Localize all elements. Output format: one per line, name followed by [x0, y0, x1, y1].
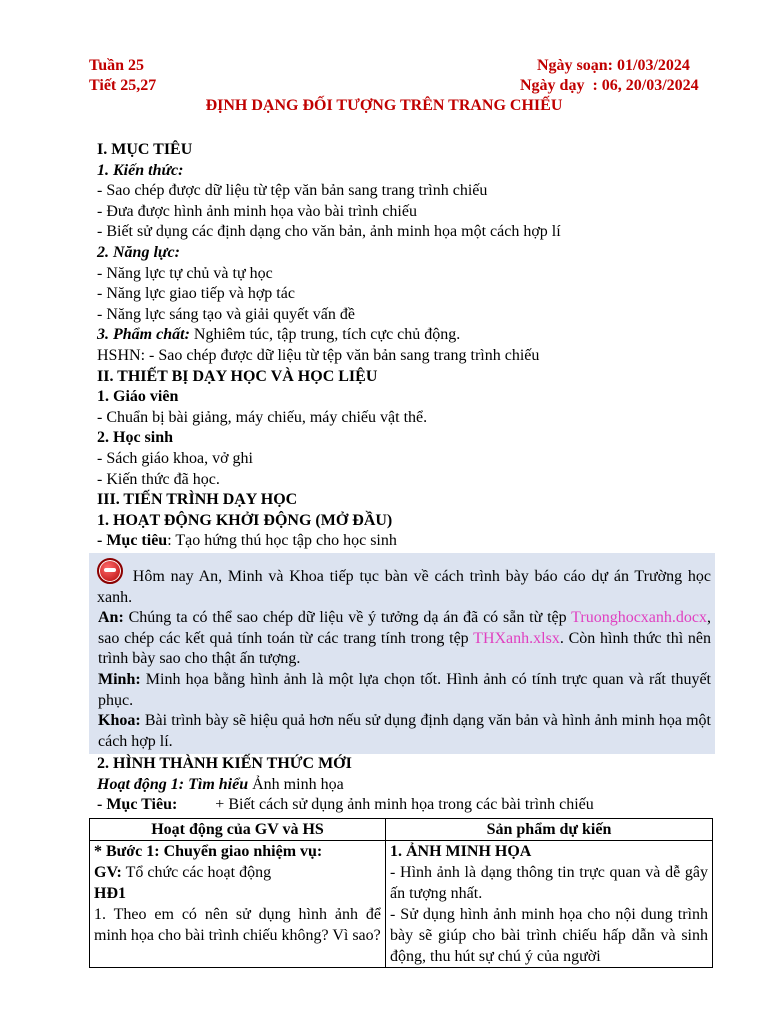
dialogue-box [89, 553, 715, 754]
product-item: - Sử dụng hình ảnh minh họa cho nội dung trình bày sẽ giúp cho bài trình chiếu hấp dẫn và sinh động, thu hút sự chú ý của người [390, 906, 708, 965]
goal-line: - Mục tiêu: Tạo hứng thú học tập cho học sinh [97, 532, 397, 550]
teach-date: Ngày dạy : 06, 20/03/2024 [520, 77, 699, 94]
file-link-docx[interactable]: Truonghocxanh.docx [571, 609, 707, 627]
dialogue-intro: Hôm nay An, Minh và Khoa tiếp tục bàn về cách trình bày báo cáo dự án Trường học xanh. [89, 553, 715, 608]
section-heading-process: III. TIẾN TRÌNH DẠY HỌC [97, 491, 298, 509]
column-header-activities: Hoạt động của GV và HS [90, 819, 386, 841]
image-section-heading: 1. ẢNH MINH HỌA [390, 843, 532, 860]
student-item: - Kiến thức đã học. [97, 470, 220, 488]
student-heading: 2. Học sinh [97, 429, 174, 447]
table-header-row [90, 819, 713, 841]
new-knowledge-section [97, 754, 715, 816]
knowledge-item: - Biết sử dụng các định dạng cho văn bản, ảnh minh họa một cách hợp lí [97, 223, 561, 241]
ability-heading: 2. Năng lực: [97, 243, 180, 261]
activity1-goal: - Mục Tiêu: + Biết cách sử dụng ảnh minh họa trong các bài trình chiếu [97, 796, 594, 814]
record-icon [97, 558, 123, 584]
column-header-products: Sản phẩm dự kiến [386, 819, 713, 841]
dialogue-minh: Minh: Minh họa bằng hình ảnh là một lựa chọn tốt. Hình ảnh có tính trực quan và rất thuyết phục. [98, 670, 711, 709]
period-label: Tiết 25,27 [89, 77, 157, 94]
teacher-item: - Chuẩn bị bài giảng, máy chiếu, máy chiếu vật thể. [97, 408, 428, 426]
activity-heading: 1. HOẠT ĐỘNG KHỞI ĐỘNG (MỞ ĐẦU) [97, 511, 393, 529]
section-heading-equipment: II. THIẾT BỊ DẠY HỌC VÀ HỌC LIỆU [97, 367, 378, 385]
prep-date: Ngày soạn: 01/03/2024 [537, 57, 690, 74]
ability-item: - Năng lực tự chủ và tự học [97, 264, 273, 282]
hd1-label: HĐ1 [94, 885, 126, 902]
dialogue-khoa: Khoa: Bài trình bày sẽ hiệu quả hơn nếu sử dụng định dạng văn bản và hình ảnh minh họa một cách hợp lí. [98, 712, 711, 750]
quality-line: 3. Phẩm chất: Nghiêm túc, tập trung, tích cực chủ động. [97, 326, 461, 344]
week-label: Tuần 25 [89, 57, 144, 74]
knowledge-item: - Đưa được hình ảnh minh họa vào bài trình chiếu [97, 202, 417, 220]
hshn-line: HSHN: - Sao chép được dữ liệu từ tệp văn bản sang trang trình chiếu [97, 346, 540, 364]
table-row [90, 841, 713, 968]
teacher-heading: 1. Giáo viên [97, 388, 179, 406]
dialogue-an: An: Chúng ta có thể sao chép dữ liệu về ý tưởng dạ án đã có sẵn từ tệp Truonghocxanh.docx, sao chép các kết quả tính toán từ các trang tính trong tệp THXanh.xlsx. Còn hình thức thì nên trình bày sao cho thật ấn tượng. [98, 609, 712, 668]
lesson-title: ĐỊNH DẠNG ĐỐI TƯỢNG TRÊN TRANG CHIẾU [205, 97, 563, 114]
ability-item: - Năng lực giao tiếp và hợp tác [97, 285, 295, 303]
product-item: - Hình ảnh là dạng thông tin trực quan và dễ gây ấn tượng nhất. [390, 864, 708, 902]
file-link-xlsx[interactable]: THXanh.xlsx [473, 629, 560, 647]
knowledge-item: - Sao chép được dữ liệu từ tệp văn bản sang trang trình chiếu [97, 182, 488, 200]
activities-cell [90, 841, 386, 968]
question-1: 1. Theo em có nên sử dụng hình ảnh để minh họa cho bài trình chiếu không? Vì sao? [94, 906, 381, 944]
knowledge-heading: 1. Kiến thức: [97, 161, 184, 179]
step1-label: * Bước 1: Chuyển giao nhiệm vụ: [94, 843, 323, 860]
products-cell [386, 841, 713, 968]
lesson-body [97, 140, 715, 552]
new-knowledge-heading: 2. HÌNH THÀNH KIẾN THỨC MỚI [97, 755, 352, 772]
activity1-line: Hoạt động 1: Tìm hiểu Ảnh minh họa [97, 775, 344, 793]
student-item: - Sách giáo khoa, vở ghi [97, 449, 253, 467]
gv-line: GV: Tổ chức các hoạt động [94, 864, 272, 881]
section-heading-objectives: I. MỤC TIÊU [97, 141, 193, 158]
ability-item: - Năng lực sáng tạo và giải quyết vấn đề [97, 305, 355, 323]
activity-table [89, 818, 713, 968]
